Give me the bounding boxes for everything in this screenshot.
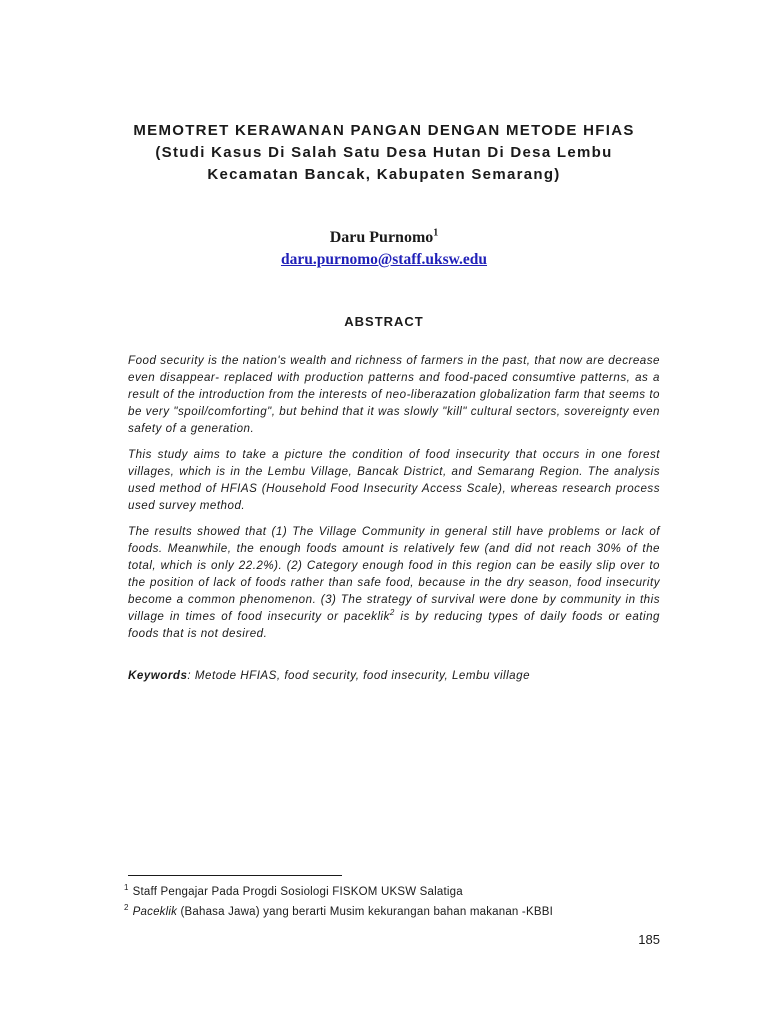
abstract-paragraph-1: Food security is the nation's wealth and richness of farmers in the past, that now are decrease even disappear- replaced with production patterns and food-paced consumtive patterns, as a result of the introduction from the interests of neo-liberazation globalization farm that seems to be very "spoil/comforting", but behind that it was slowly "kill" cultural sectors, sovereignty even safety of a generation. <box>128 354 660 435</box>
footnote-1 <box>124 882 684 902</box>
footnote-2 <box>124 902 684 922</box>
keywords-label: Keywords <box>128 669 188 682</box>
title-line-2: (Studi Kasus Di Salah Satu Desa Hutan Di Desa Lembu <box>155 144 613 161</box>
abstract-paragraph-2: This study aims to take a picture the condition of food insecurity that occurs in one forest villages, which is in the Lembu Village, Bancak District, and Semarang Region. The analysis used method of HFIAS (Household Food Insecurity Access Scale), whereas research process used survey method. <box>128 448 660 512</box>
author-name-block <box>0 228 768 248</box>
paper-title <box>0 120 768 186</box>
page-number: 185 <box>638 932 660 947</box>
footnote-2-term: Paceklik <box>132 906 178 918</box>
author-footnote-marker: 1 <box>433 227 439 239</box>
footnote-2-text: (Bahasa Jawa) yang berarti Musim kekurangan bahan makanan -KBBI <box>177 906 553 918</box>
abstract-paragraph-3-end: is by reducing types of daily foods or eating foods that is not desired. <box>128 610 660 640</box>
keywords-text: : Metode HFIAS, food security, food insecurity, Lembu village <box>187 669 531 682</box>
footnote-1-text: Staff Pengajar Pada Progdi Sosiologi FISKOM UKSW Salatiga <box>132 886 463 898</box>
abstract-paragraph-3 <box>128 523 660 642</box>
abstract-heading: ABSTRACT <box>344 314 424 329</box>
author-email-link[interactable]: daru.purnomo@staff.uksw.edu <box>280 251 488 268</box>
title-line-3: Kecamatan Bancak, Kabupaten Semarang) <box>207 166 561 183</box>
footnote-2-marker: 2 <box>124 903 129 913</box>
author-email-block <box>0 250 768 270</box>
footnote-divider <box>128 875 342 876</box>
abstract-body <box>128 352 660 651</box>
keywords-line <box>128 667 668 684</box>
author-name: Daru Purnomo <box>329 229 434 246</box>
footnote-1-marker: 1 <box>124 883 129 893</box>
footnotes <box>124 882 684 922</box>
title-line-1: MEMOTRET KERAWANAN PANGAN DENGAN METODE HFIAS <box>133 122 635 139</box>
abstract-paragraph-3-text: The results showed that (1) The Village Community in general still have problems or lack of foods. Meanwhile, the enough foods amount is relatively few (and did not reach 30% of the total, which is only 22.2%). (2) Category enough food in this region can be easily slip over to the position of lack of foods rather than safe food, because in the dry season, food insecurity become a common phenomenon. (3) The strategy of survival were done by community in this village in times of food insecurity or paceklik <box>128 525 660 623</box>
paceklik-footnote-marker: 2 <box>389 608 395 618</box>
